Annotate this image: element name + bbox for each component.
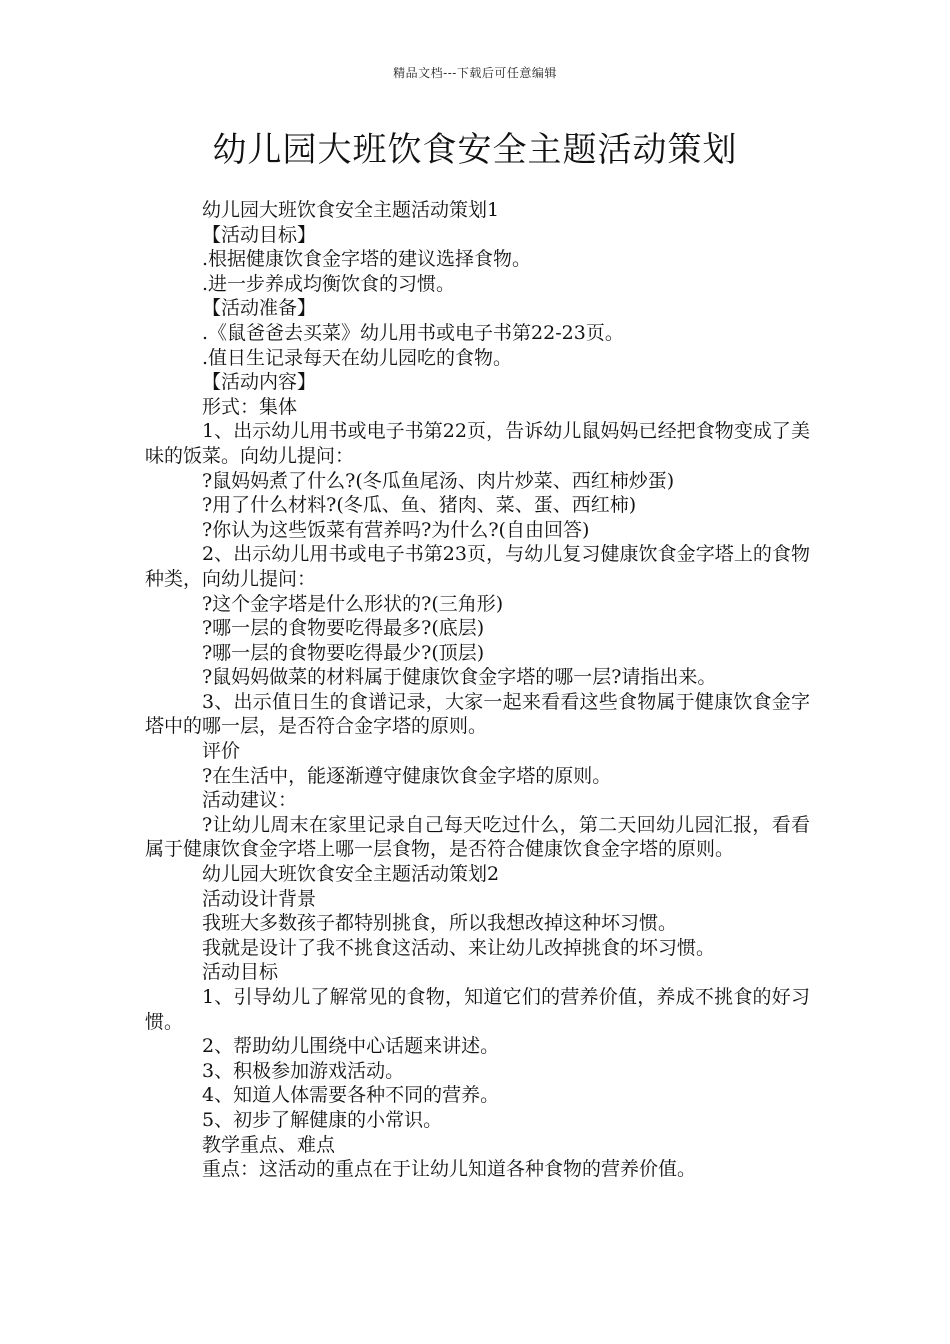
body-paragraph: 3、出示值日生的食谱记录，大家一起来看看这些食物属于健康饮食金字塔中的哪一层，是否符合金字塔的原则。 — [145, 690, 810, 738]
question-item: ?在生活中，能逐渐遵守健康饮食金字塔的原则。 — [202, 764, 612, 787]
body-paragraph: 我班大多数孩子都特别挑食，所以我想改掉这种坏习惯。 — [202, 912, 678, 935]
subheading: 教学重点、难点 — [202, 1133, 336, 1156]
subheading: 活动设计背景 — [202, 887, 317, 910]
question-item: ?鼠妈妈做菜的材料属于健康饮食金字塔的哪一层?请指出来。 — [202, 666, 717, 689]
question-item: ?用了什么材料?(冬瓜、鱼、猪肉、菜、蛋、西红柿) — [202, 494, 637, 517]
body-paragraph: 我就是设计了我不挑食这活动、来让幼儿改掉挑食的坏习惯。 — [202, 936, 716, 959]
subheading: 评价 — [202, 740, 241, 763]
subheading: 活动目标 — [202, 961, 279, 984]
question-item: ?你认为这些饭菜有营养吗?为什么?(自由回答) — [202, 518, 590, 541]
body-paragraph: 2、帮助幼儿围绕中心话题来讲述。 — [202, 1035, 500, 1058]
body-paragraph: ?让幼儿周末在家里记录自己每天吃过什么，第二天回幼儿园汇报，看看属于健康饮食金字塔上哪一层食物，是否符合健康饮食金字塔的原则。 — [145, 813, 810, 861]
header-note: 精品文档---下载后可任意编辑 — [393, 66, 557, 80]
subheading: 活动建议： — [202, 789, 298, 812]
body-paragraph: 5、初步了解健康的小常识。 — [202, 1108, 443, 1131]
body-paragraph: .《鼠爸爸去买菜》幼儿用书或电子书第22-23页。 — [202, 321, 624, 344]
body-paragraph: .根据健康饮食金字塔的建议选择食物。 — [202, 248, 532, 271]
subheading: 【活动准备】 — [202, 297, 317, 320]
question-item: ?这个金字塔是什么形状的?(三角形) — [202, 592, 504, 615]
question-item: ?哪一层的食物要吃得最多?(底层) — [202, 617, 485, 640]
body-paragraph: .值日生记录每天在幼儿园吃的食物。 — [202, 346, 513, 369]
document-title: 幼儿园大班饮食安全主题活动策划 — [212, 130, 738, 170]
question-item: ?哪一层的食物要吃得最少?(顶层) — [202, 641, 485, 664]
body-paragraph: 形式：集体 — [202, 395, 298, 418]
subheading: 【活动目标】 — [202, 223, 317, 246]
body-paragraph: 2、出示幼儿用书或电子书第23页，与幼儿复习健康饮食金字塔上的食物种类，向幼儿提问： — [145, 543, 810, 590]
body-paragraph: .进一步养成均衡饮食的习惯。 — [202, 272, 456, 295]
body-paragraph: 1、引导幼儿了解常见的食物，知道它们的营养价值，养成不挑食的好习惯。 — [145, 986, 810, 1033]
section-heading: 幼儿园大班饮食安全主题活动策划2 — [202, 863, 500, 886]
body-paragraph: 4、知道人体需要各种不同的营养。 — [202, 1084, 500, 1107]
subheading: 【活动内容】 — [202, 371, 317, 394]
question-item: ?鼠妈妈煮了什么?(冬瓜鱼尾汤、肉片炒菜、西红柿炒蛋) — [202, 469, 675, 492]
body-paragraph: 重点：这活动的重点在于让幼儿知道各种食物的营养价值。 — [202, 1158, 697, 1181]
section-heading: 幼儿园大班饮食安全主题活动策划1 — [202, 199, 500, 221]
document-body — [145, 198, 810, 1182]
body-paragraph: 3、积极参加游戏活动。 — [202, 1059, 405, 1082]
body-paragraph: 1、出示幼儿用书或电子书第22页，告诉幼儿鼠妈妈已经把食物变成了美味的饭菜。向幼儿提问： — [145, 420, 810, 467]
